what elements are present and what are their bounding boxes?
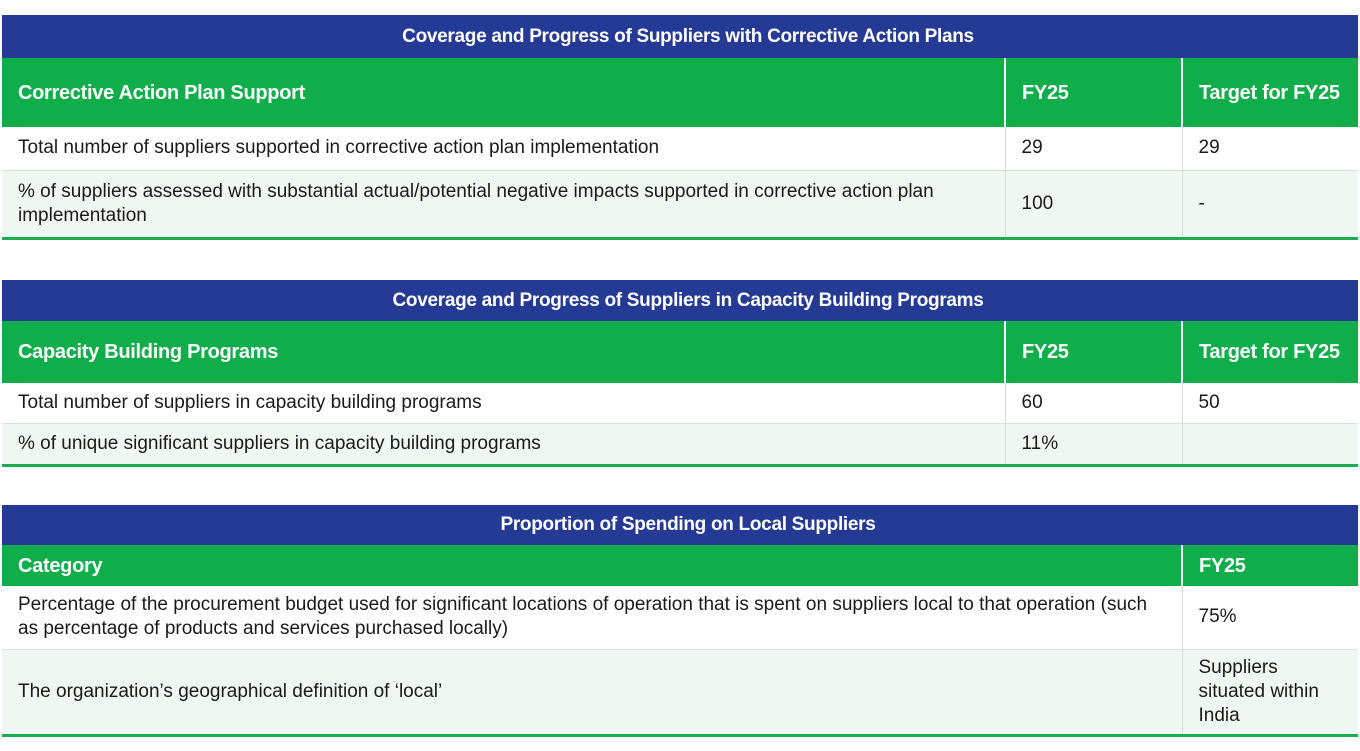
table-cell-target: 29 bbox=[1182, 127, 1358, 170]
table-cell-label: % of unique significant suppliers in capacity building programs bbox=[2, 423, 1005, 465]
capacity-building-table bbox=[2, 280, 1358, 467]
table-title: Proportion of Spending on Local Suppliers bbox=[2, 505, 1358, 545]
table-cell-target: - bbox=[1182, 170, 1358, 238]
table-title: Coverage and Progress of Suppliers with Corrective Action Plans bbox=[2, 15, 1358, 58]
table-cell-fy25: Suppliers situated within India bbox=[1182, 649, 1358, 735]
table-cell-fy25: 11% bbox=[1005, 423, 1182, 465]
table-title: Coverage and Progress of Suppliers in Capacity Building Programs bbox=[2, 280, 1358, 321]
corrective-action-plans-table bbox=[2, 15, 1358, 240]
table-cell-target bbox=[1182, 423, 1358, 465]
table-cell-label: The organization’s geographical definition of ‘local’ bbox=[2, 649, 1182, 735]
table-cell-label: Total number of suppliers supported in corrective action plan implementation bbox=[2, 127, 1005, 170]
table-cell-fy25: 29 bbox=[1005, 127, 1182, 170]
column-header-category: Category bbox=[2, 545, 1182, 586]
column-header-fy25: FY25 bbox=[1005, 58, 1182, 127]
column-header-target: Target for FY25 bbox=[1182, 58, 1358, 127]
column-header-category: Corrective Action Plan Support bbox=[2, 58, 1005, 127]
table-cell-label: Total number of suppliers in capacity building programs bbox=[2, 383, 1005, 423]
table-cell-label: Percentage of the procurement budget used for significant locations of operation that is spent on suppliers local to that operation (such as percentage of products and services purchased locally) bbox=[2, 586, 1182, 649]
table-cell-target: 50 bbox=[1182, 383, 1358, 423]
table-cell-label: % of suppliers assessed with substantial actual/potential negative impacts supported in corrective action plan implementation bbox=[2, 170, 1005, 238]
column-header-fy25: FY25 bbox=[1005, 321, 1182, 383]
column-header-target: Target for FY25 bbox=[1182, 321, 1358, 383]
table-cell-fy25: 100 bbox=[1005, 170, 1182, 238]
table-cell-fy25: 75% bbox=[1182, 586, 1358, 649]
column-header-category: Capacity Building Programs bbox=[2, 321, 1005, 383]
table-cell-fy25: 60 bbox=[1005, 383, 1182, 423]
column-header-fy25: FY25 bbox=[1182, 545, 1358, 586]
local-suppliers-spending-table bbox=[2, 505, 1358, 737]
